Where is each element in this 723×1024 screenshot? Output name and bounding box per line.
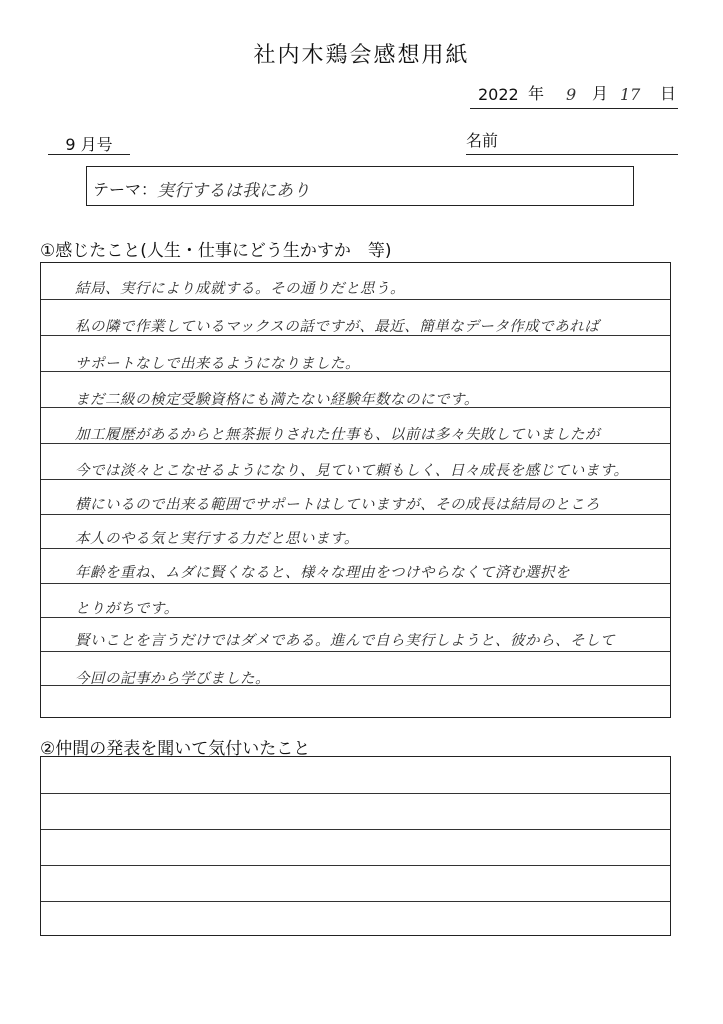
handwriting-line: サポートなしで出来るようになりました。 <box>75 356 360 372</box>
section2-writing-area <box>40 756 671 936</box>
ruled-line <box>41 514 670 515</box>
section2-heading: ②仲間の発表を聞いて気付いたこと <box>40 739 311 759</box>
date-field <box>470 82 678 109</box>
handwriting-line: 加工履歴があるからと無茶振りされた仕事も、以前は多々失敗していましたが <box>75 427 600 443</box>
handwriting-line: 私の隣で作業しているマックスの話ですが、最近、簡単なデータ作成であれば <box>75 319 600 335</box>
handwriting-line: とりがちです。 <box>75 601 179 617</box>
ruled-line <box>41 617 670 618</box>
date-month: 9 <box>566 85 577 104</box>
ruled-line <box>41 865 670 866</box>
date-day-unit: 日 <box>660 84 677 103</box>
name-field <box>466 132 678 155</box>
ruled-line <box>41 335 670 336</box>
ruled-line <box>41 583 670 584</box>
issue-field: 9 月号 <box>48 132 130 155</box>
date-year-unit: 年 <box>528 84 545 103</box>
ruled-line <box>41 371 670 372</box>
handwriting-line: 今では淡々とこなせるようになり、見ていて頼もしく、日々成長を感じています。 <box>75 463 629 479</box>
name-label: 名前 <box>466 131 499 150</box>
handwriting-line: 横にいるので出来る範囲でサポートはしていますが、その成長は結局のところ <box>75 497 600 513</box>
handwriting-line: 本人のやる気と実行する力だと思います。 <box>75 531 359 547</box>
date-day: 17 <box>620 85 641 104</box>
handwriting-line: 結局、実行により成就する。その通りだと思う。 <box>75 281 405 297</box>
handwriting-line: まだ二級の検定受験資格にも満たない経験年数なのにです。 <box>75 392 479 408</box>
ruled-line <box>41 901 670 902</box>
ruled-line <box>41 299 670 300</box>
theme-box <box>86 166 634 206</box>
ruled-line <box>41 829 670 830</box>
ruled-line <box>41 793 670 794</box>
ruled-line <box>41 407 670 408</box>
date-year: 2022 <box>478 85 519 104</box>
ruled-line <box>41 479 670 480</box>
ruled-line <box>41 548 670 549</box>
section1-heading: ①感じたこと(人生・仕事にどう生かすか 等) <box>40 241 392 261</box>
handwriting-line: 賢いことを言うだけではダメである。進んで自ら実行しようと、彼から、そして <box>75 633 615 649</box>
handwriting-line: 今回の記事から学びました。 <box>75 671 270 687</box>
form-title: 社内木鶏会感想用紙 <box>253 43 470 68</box>
handwriting-line: 年齢を重ね、ムダに賢くなると、様々な理由をつけやらなくて済む選択を <box>75 565 570 581</box>
theme-value: 実行するは我にあり <box>157 181 310 201</box>
section1-writing-area <box>40 262 671 718</box>
ruled-line <box>41 651 670 652</box>
ruled-line <box>41 685 670 686</box>
theme-label: テーマ： <box>93 180 158 199</box>
date-month-unit: 月 <box>592 84 609 103</box>
ruled-line <box>41 443 670 444</box>
